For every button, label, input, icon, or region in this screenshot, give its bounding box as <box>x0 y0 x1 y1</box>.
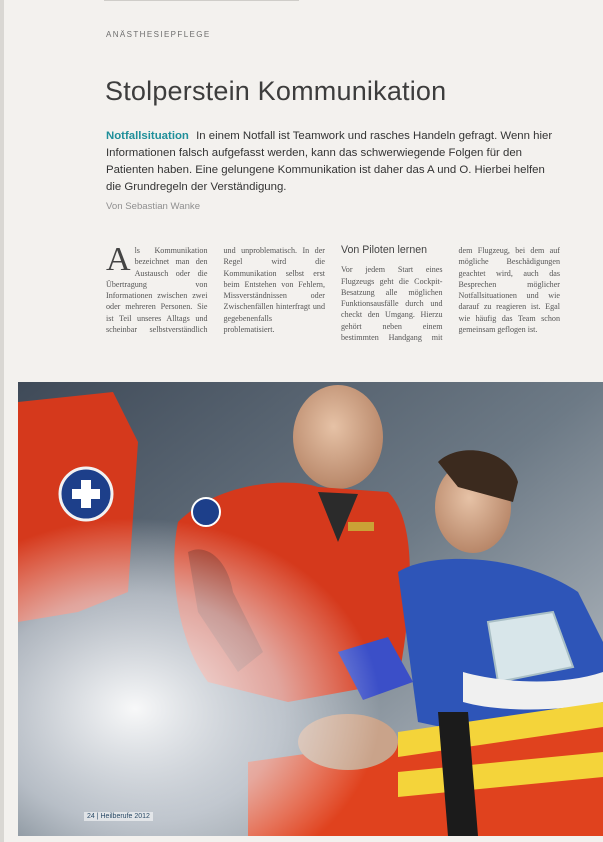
body-paragraph-2 <box>341 245 560 343</box>
body-text-2: Vor jedem Start eines Flugzeugs geht die Cockpit-Besatzung alle möglichen Funktionsausfälle durch und checkt den Umgang. Hierzu gehört neben einem bestimmten Handgang mit dem Flugzeug, bei dem auf mögliche Beschädigungen geachtet wird, auch das Besprechen möglicher Notfallsituationen und wie darauf zu reagieren ist. Egal wie häufig das Team schon gemeinsam geflogen ist. <box>341 246 560 343</box>
lead-keyword: Notfallsituation <box>106 130 189 142</box>
section-label: ANÄSTHESIEPFLEGE <box>106 30 211 39</box>
subheading: Von Piloten lernen <box>341 245 427 256</box>
page-folio: 24 | Heilberufe 2012 <box>84 812 153 821</box>
article-byline: Von Sebastian Wanke <box>106 201 201 212</box>
lead-text: In einem Notfall ist Teamwork und rasches Handeln gefragt. Wenn hier Informationen falsch aufgefasst werden, kann das schwerwiegende Folgen für den Patienten haben. Eine gelungene Kommunikation ist daher das A und O. Hierbei helfen die Grundregeln der Verständigung. <box>106 130 553 193</box>
body-text-1: ls Kommunikation bezeichnet man den Austausch oder die Übertragung von Informationen zwischen zwei oder mehreren Personen. Sie ist Teil unseres Alltags und scheinbar selbstverständlich und unproblematisch. In der Regel wird die Kommunikation selbst erst beim Entstehen von Fehlern, Missverständnissen oder Zwischenfällen hinterfragt und gegebenenfalls problematisiert. <box>106 246 325 335</box>
header-rule <box>104 0 299 1</box>
light-glare <box>18 382 603 836</box>
article-lead <box>106 128 554 196</box>
photo-illustration <box>18 382 603 836</box>
body-paragraph-1 <box>106 245 325 343</box>
emergency-team-photo <box>18 382 603 836</box>
article-body <box>106 245 560 380</box>
dropcap: A <box>106 245 131 278</box>
page-edge <box>0 0 4 842</box>
article-title: Stolperstein Kommunikation <box>105 76 447 106</box>
